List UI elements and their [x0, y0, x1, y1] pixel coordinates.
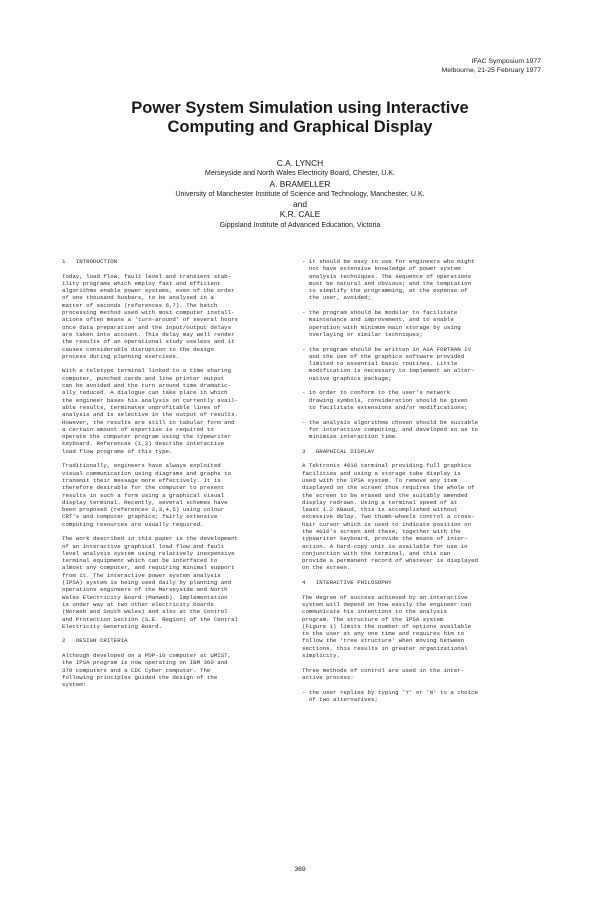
text-line: display redrawn. Using a terminal speed of at	[302, 498, 458, 506]
paragraph	[302, 462, 538, 571]
text-line: - the program should be modular to facilitate	[302, 309, 458, 317]
text-line: However, the results are still in tabular form and	[62, 418, 235, 426]
text-line: can be avoided and the turn around time dramatic-	[62, 382, 232, 390]
text-line: CRT's and computer graphics; fairly extensive	[62, 513, 218, 521]
text-line: following principles guided the design of the	[62, 673, 218, 681]
text-line: system:	[62, 681, 87, 689]
page-number: 369	[294, 866, 306, 873]
text-line: not have extensive knowledge of power system	[302, 265, 461, 273]
text-line: operation with minimum main storage by using	[302, 323, 461, 331]
text-line: causes considerable disruption to the design	[62, 345, 214, 353]
left-column	[62, 258, 286, 689]
text-line: overlaying or similar techniques;	[302, 330, 423, 338]
author-affiliation: Merseyside and North Wales Electricity Board, Chester, U.K.	[204, 169, 396, 178]
text-line: the screen to be erased and the suitably amended	[302, 491, 468, 499]
text-line: the results of an operational study useless and it	[62, 338, 235, 346]
bullet-item	[302, 258, 538, 302]
author-name: K.R. CALE	[279, 209, 321, 220]
text-line: been proposed (references 2,3,4,5) using colour	[62, 506, 225, 514]
text-line: the engineer bases his analysis on currently avail-	[62, 396, 238, 404]
text-line: and Protection Section (S.E. Region) of the Central	[62, 615, 238, 623]
text-line: visual communication using diagrams and graphs to	[62, 469, 232, 477]
text-line: typewriter keyboard, provide the means of inter-	[302, 535, 468, 543]
paragraph	[62, 367, 286, 455]
author-block	[30, 158, 570, 230]
text-line: therefore desirable for the computer to present	[62, 484, 225, 492]
text-line: process during planning exercises.	[62, 352, 180, 360]
text-line: - the program should be written in ASA FORTRAN IV	[302, 345, 472, 353]
text-line: keyboard. References (1,2) describe interactive	[62, 440, 225, 448]
paragraph	[62, 273, 286, 361]
text-line: terminal equipment which can be interfaced to	[62, 557, 218, 565]
text-line: Wales Electricity Board (Manweb). Implementation	[62, 593, 228, 601]
text-line: - the analysis algorithms chosen should be suitable	[302, 418, 478, 426]
text-line: program. The structure of the IPSA system	[302, 615, 444, 623]
text-line: results in such a form using a graphical visual	[62, 491, 225, 499]
paragraph	[302, 667, 538, 682]
text-line: system will depend on how easily the engineer can	[302, 600, 472, 608]
bullet-item	[302, 346, 538, 382]
text-line: The work described in this paper is the development	[62, 535, 238, 543]
author-separator: and	[293, 199, 307, 210]
text-line: are taken into account. This delay may well render	[62, 330, 235, 338]
text-line: Three methods of control are used in the inter-	[302, 666, 465, 674]
conference-header	[0, 58, 541, 75]
text-line: matter of seconds (references 6,7). The batch	[62, 301, 218, 309]
text-line: transmit their message more effectively. It is	[62, 476, 221, 484]
text-line: sections, this results in greater organizational	[302, 644, 468, 652]
bullet-item	[302, 419, 538, 441]
conference-location-date: Melbourne, 21-25 February 1977	[441, 66, 541, 74]
section-heading-introduction: 1 INTRODUCTION	[62, 258, 118, 265]
paper-title	[40, 99, 560, 137]
author-affiliation: University of Manchester Institute of Science and Technology, Manchester, U.K.	[175, 189, 425, 198]
bullet-item	[302, 689, 538, 704]
text-line: minimize interaction time.	[302, 433, 399, 441]
text-line: 370 computers and a CDC Cyber computer. The	[62, 666, 211, 674]
text-line: (IPSA) system is being used daily by planning and	[62, 579, 232, 587]
text-line: limited to essential basic routines. Little	[302, 360, 458, 368]
text-line: active process:	[302, 673, 354, 681]
text-line: (Norweb and South Wales) and also at the Control	[62, 608, 228, 616]
text-line: A Tektronix 4010 terminal providing full graphics	[302, 462, 472, 470]
text-line: least 1.2 KBaud, this is accomplished without	[302, 506, 458, 514]
text-line: follow the 'tree structure' when moving between	[302, 637, 465, 645]
section-heading-graphical-display: 3 GRAPHICAL DISPLAY	[302, 447, 375, 455]
section-heading-interactive-philosophy: 4 INTERACTIVE PHILOSOPHY	[302, 579, 392, 587]
paragraph	[302, 594, 538, 660]
text-line: from it. The interactive power system analysis	[62, 571, 221, 579]
text-line: displayed on the screen thus requires the whole of	[302, 484, 475, 492]
text-line: the user, avoided;	[302, 294, 372, 302]
paragraph	[62, 462, 286, 528]
text-line: analysis techniques. The sequence of operations	[302, 272, 472, 280]
author-name: C.A. LYNCH	[276, 158, 324, 168]
text-line: provide a permanent record of whatever is displayed	[302, 557, 478, 565]
text-line: of two alternatives;	[302, 695, 378, 703]
text-line: processing method used with most computer install-	[62, 309, 235, 317]
text-line: drawing symbols, consideration should be given	[302, 396, 468, 404]
bullet-item	[302, 309, 538, 338]
text-line: the 4010's screen and these, together with the	[302, 527, 461, 535]
author-affiliation: Gippsland Institute of Advanced Education, Victoria	[219, 220, 381, 229]
text-line: must be natural and obvious; and the temptation	[302, 279, 472, 287]
conference-name: IFAC Symposium 1977	[471, 58, 541, 65]
right-column	[302, 258, 538, 703]
text-line: to facilitate extensions and/or modifications;	[302, 403, 468, 411]
text-line: modification is necessary to implement an alter-	[302, 367, 475, 375]
text-line: Electricity Generating Board.	[62, 622, 163, 630]
text-line: to simplify the programming, at the expense of	[302, 287, 468, 295]
text-line: level analysis system using relatively inexpensive	[62, 549, 235, 557]
text-line: maintenance and improvement, and to enable	[302, 316, 454, 324]
text-line: simplicity.	[302, 652, 340, 660]
text-line: native graphics package;	[302, 374, 392, 382]
text-line: analysis and is selective in the output of results.	[62, 411, 238, 419]
author-name: A. BRAMELLER	[269, 178, 331, 189]
text-line: ations often means a 'turn-around' of several hours	[62, 316, 238, 324]
text-line: - in order to conform to the user's network	[302, 389, 451, 397]
paragraph	[62, 652, 286, 688]
text-line: ally reduced. A dialogue can take place in which	[62, 389, 228, 397]
text-line: (Figure 1) limits the number of options available	[302, 622, 472, 630]
text-line: computing resources are usually required.	[62, 520, 204, 528]
text-line: and the use of the graphics software provided	[302, 352, 465, 360]
text-line: load flow programs of this type.	[62, 447, 173, 455]
text-line: of an interactive graphical load flow and fault	[62, 542, 225, 550]
text-line: is under way at two other electricity boards	[62, 600, 214, 608]
text-line: Although developed on a PDP-10 computer at UMIST,	[62, 652, 232, 660]
text-line: conjunction with the terminal, and this can	[302, 549, 451, 557]
paragraph	[62, 535, 286, 630]
text-line: With a teletype terminal linked to a time sharing	[62, 367, 232, 375]
text-line: ility programs which employ fast and efficient	[62, 279, 221, 287]
text-line: algorithms enable power systems, even of the order	[62, 287, 235, 295]
text-line: once data preparation and the input/output delays	[62, 323, 232, 331]
text-line: Traditionally, engineers have always exploited	[62, 462, 221, 470]
text-line: facilities and using a storage tube display is	[302, 469, 461, 477]
title-line-2: Computing and Graphical Display	[167, 118, 433, 136]
text-line: of one thousand busbars, to be analysed in a	[62, 294, 214, 302]
text-line: operations engineers of the Merseyside and North	[62, 586, 228, 594]
text-line: action. A hard-copy unit is available for use in	[302, 542, 468, 550]
text-line: the IPSA program is now operating on IBM 360 and	[62, 659, 228, 667]
text-line: excessive delay. Two thumb-wheels control a cross-	[302, 513, 475, 521]
section-heading-design-criteria: 2 DESIGN CRITERIA	[62, 637, 128, 645]
text-line: display terminal. Recently, several schemes have	[62, 498, 228, 506]
title-line-1: Power System Simulation using Interactive	[131, 99, 469, 117]
text-line: The degree of success achieved by an interactive	[302, 593, 468, 601]
text-line: used with the IPSA system. To remove any item	[302, 476, 458, 484]
text-line: for interactive computing, and developed so as to	[302, 425, 478, 433]
text-line: operate the computer program using the typewriter	[62, 433, 232, 441]
text-line: able results, terminates unprofitable lines of	[62, 403, 221, 411]
bullet-item	[302, 389, 538, 411]
text-line: to the user at any one time and requires him to	[302, 630, 465, 638]
text-line: on the screen.	[302, 564, 351, 572]
text-line: - the user replies by typing 'Y' or 'N' to a choice	[302, 688, 478, 696]
text-line: computer, punched cards and line printer output	[62, 374, 225, 382]
text-line: communicate his intentions to the analysis	[302, 608, 447, 616]
text-line: a certain amount of expertise is required to	[62, 425, 214, 433]
text-line: - it should be easy to use for engineers who might	[302, 258, 475, 265]
text-line: hair cursor which is used to indicate position on	[302, 520, 472, 528]
text-line: Today, load flow, fault level and transient stab-	[62, 272, 232, 280]
text-line: almost any computer, and requiring minimal support	[62, 564, 235, 572]
